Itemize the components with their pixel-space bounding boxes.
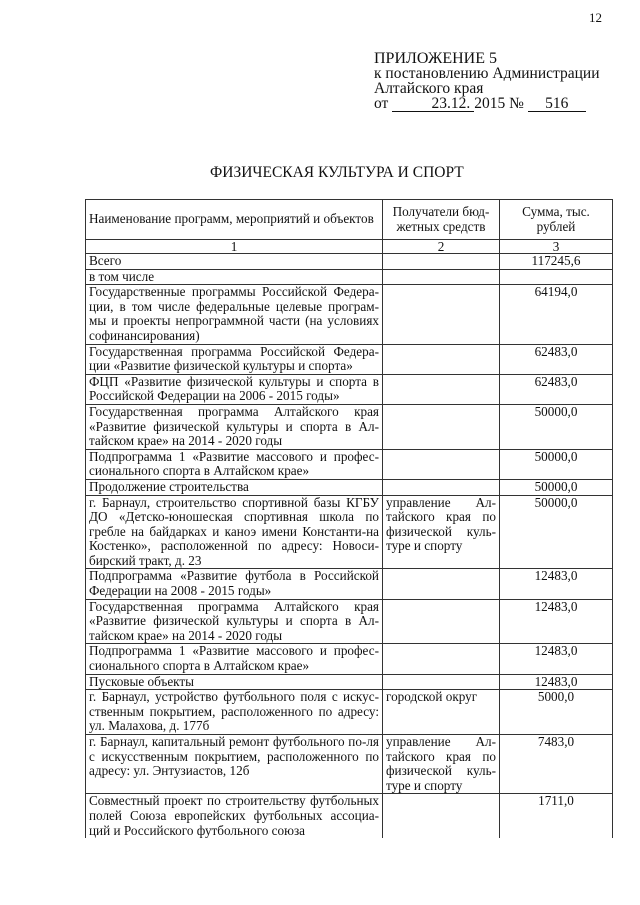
row-recipients bbox=[383, 674, 500, 690]
table-row bbox=[86, 794, 613, 838]
row-name: Подпрограмма 1 «Развитие массового и профес-сионального спорта в Алтайском крае» bbox=[86, 449, 383, 479]
row-name: г. Барнаул, строительство спортивной базы КГБУ ДО «Детско-юношеская спортивная школа по гребле на байдарках и каноэ имени Константи-на Костенко», расположенной по адресу: Новоси-бирский тракт, д. 23 bbox=[86, 495, 383, 569]
appendix-number: 516 bbox=[528, 97, 586, 112]
column-number: 2 bbox=[383, 240, 500, 254]
table-row bbox=[86, 404, 613, 449]
table-row bbox=[86, 479, 613, 495]
row-recipients bbox=[383, 374, 500, 404]
row-recipients bbox=[383, 644, 500, 674]
table-row bbox=[86, 374, 613, 404]
appendix-date-row bbox=[374, 96, 614, 112]
row-name: в том числе bbox=[86, 269, 383, 285]
table-row bbox=[86, 344, 613, 374]
table-row bbox=[86, 599, 613, 644]
row-recipients bbox=[383, 479, 500, 495]
row-recipients: управление Ал-тайского края по физической куль-туре и спорту bbox=[383, 495, 500, 569]
column-number: 1 bbox=[86, 240, 383, 254]
row-sum: 12483,0 bbox=[500, 599, 613, 644]
row-sum: 50000,0 bbox=[500, 495, 613, 569]
header-sum: Сумма, тыс. рублей bbox=[500, 200, 613, 240]
row-sum: 50000,0 bbox=[500, 404, 613, 449]
row-recipients bbox=[383, 794, 500, 838]
table-row bbox=[86, 569, 613, 599]
row-recipients bbox=[383, 449, 500, 479]
row-sum: 50000,0 bbox=[500, 479, 613, 495]
page-number: 12 bbox=[589, 10, 602, 25]
row-recipients: управление Ал-тайского края по физической куль-туре и спорту bbox=[383, 735, 500, 794]
row-sum bbox=[500, 269, 613, 285]
row-sum: 117245,6 bbox=[500, 254, 613, 270]
table-row bbox=[86, 285, 613, 344]
table-row bbox=[86, 644, 613, 674]
appendix-date-prefix: от bbox=[374, 95, 389, 112]
row-sum: 62483,0 bbox=[500, 374, 613, 404]
table-row bbox=[86, 735, 613, 794]
appendix-title: ПРИЛОЖЕНИЕ 5 bbox=[374, 50, 498, 67]
table-row bbox=[86, 269, 613, 285]
row-name: Продолжение строительства bbox=[86, 479, 383, 495]
row-recipients: городской округ bbox=[383, 690, 500, 735]
table-header-row bbox=[86, 200, 613, 240]
row-sum: 1711,0 bbox=[500, 794, 613, 838]
budget-table bbox=[85, 199, 613, 838]
header-recipients: Получатели бюд-жетных средств bbox=[383, 200, 500, 240]
row-name: Подпрограмма 1 «Развитие массового и профес-сионального спорта в Алтайском крае» bbox=[86, 644, 383, 674]
header-name: Наименование программ, мероприятий и объектов bbox=[86, 200, 383, 240]
table-row bbox=[86, 449, 613, 479]
appendix-line2: Алтайского края bbox=[374, 80, 484, 97]
row-sum: 64194,0 bbox=[500, 285, 613, 344]
row-recipients bbox=[383, 254, 500, 270]
table-row bbox=[86, 690, 613, 735]
appendix-block bbox=[374, 51, 614, 112]
row-name: Всего bbox=[86, 254, 383, 270]
row-recipients bbox=[383, 285, 500, 344]
row-sum: 50000,0 bbox=[500, 449, 613, 479]
row-name: Подпрограмма «Развитие футбола в Российской Федерации на 2008 - 2015 годы» bbox=[86, 569, 383, 599]
document-title: ФИЗИЧЕСКАЯ КУЛЬТУРА И СПОРТ bbox=[210, 164, 464, 181]
row-recipients bbox=[383, 569, 500, 599]
row-name: г. Барнаул, капитальный ремонт футбольного по-ля с искусственным покрытием, расположенного по адресу: ул. Энтузиастов, 12б bbox=[86, 735, 383, 794]
row-recipients bbox=[383, 404, 500, 449]
row-sum: 7483,0 bbox=[500, 735, 613, 794]
row-name: Государственная программа Российской Федера-ции «Развитие физической культуры и спорта» bbox=[86, 344, 383, 374]
row-name: Государственная программа Алтайского края «Развитие физической культуры и спорта в Ал-тайском крае» на 2014 - 2020 годы bbox=[86, 404, 383, 449]
row-name: Государственные программы Российской Федера-ции, в том числе федеральные целевые програм-мы и проекты непрограммной части (на условиях софинансирования) bbox=[86, 285, 383, 344]
row-name: Совместный проект по строительству футбольных полей Союза европейских футбольных ассоциа-ций и Российского футбольного союза bbox=[86, 794, 383, 838]
appendix-year: 2015 № bbox=[474, 95, 524, 112]
row-name: Государственная программа Алтайского края «Развитие физической культуры и спорта в Ал-тайском крае» на 2014 - 2020 годы bbox=[86, 599, 383, 644]
row-sum: 62483,0 bbox=[500, 344, 613, 374]
row-name: ФЦП «Развитие физической культуры и спорта в Российской Федерации на 2006 - 2015 годы» bbox=[86, 374, 383, 404]
row-recipients bbox=[383, 269, 500, 285]
table-row bbox=[86, 495, 613, 569]
appendix-line1: к постановлению Администрации bbox=[374, 65, 600, 82]
row-name: Пусковые объекты bbox=[86, 674, 383, 690]
row-sum: 12483,0 bbox=[500, 674, 613, 690]
table-row bbox=[86, 674, 613, 690]
row-name: г. Барнаул, устройство футбольного поля с искус-ственным покрытием, расположенного по адресу: ул. Малахова, д. 177б bbox=[86, 690, 383, 735]
column-number: 3 bbox=[500, 240, 613, 254]
column-number-row bbox=[86, 240, 613, 254]
row-recipients bbox=[383, 599, 500, 644]
row-sum: 12483,0 bbox=[500, 569, 613, 599]
row-recipients bbox=[383, 344, 500, 374]
row-sum: 5000,0 bbox=[500, 690, 613, 735]
row-sum: 12483,0 bbox=[500, 644, 613, 674]
appendix-date: 23.12. bbox=[392, 97, 474, 112]
table-row bbox=[86, 254, 613, 270]
